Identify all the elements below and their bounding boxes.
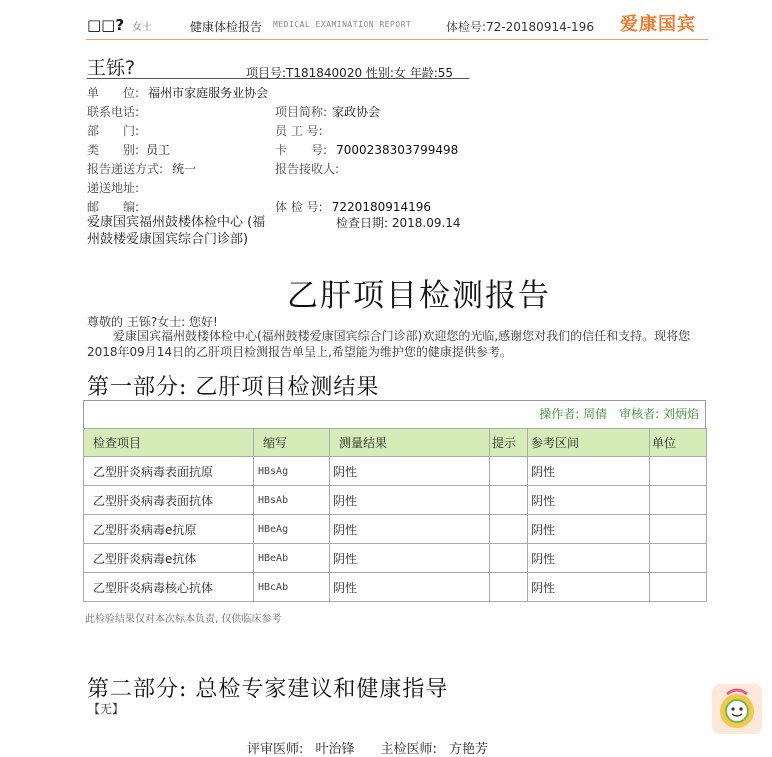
cell-unit: [650, 486, 707, 515]
col-header-ref: 参考区间: [528, 429, 650, 457]
advice-content: 【无】: [88, 702, 125, 716]
project-short-value: 家政协会: [332, 105, 381, 119]
cell-result: 阴性: [330, 486, 490, 515]
table-row: [84, 544, 707, 573]
dept-field: [87, 120, 139, 139]
header-exam-number: 体检号:72-20180914-196: [446, 20, 594, 34]
category-label: 类 别:: [87, 143, 140, 157]
watermark-logo-icon: [712, 684, 762, 734]
cell-unit: [650, 457, 707, 486]
col-header-hint: 提示: [490, 429, 528, 457]
report-title: 乙肝项目检测报告: [287, 278, 551, 314]
cell-hint: [490, 515, 528, 544]
header-gender: 女士: [132, 22, 152, 33]
greeting: 尊敬的 王铄?女士: 您好!: [87, 315, 218, 329]
cell-item: 乙型肝炎病毒表面抗体: [84, 486, 254, 515]
cell-result: 阴性: [330, 515, 490, 544]
cell-abbr: HBeAb: [254, 544, 330, 573]
staff-no-field: [275, 120, 323, 139]
results-footnote: 此检验结果仅对本次标本负责, 仅供临床参考: [85, 614, 282, 625]
card-label: 卡 号:: [275, 143, 328, 157]
project-short-field: [275, 101, 380, 120]
address-field: [87, 177, 139, 196]
col-header-abbr: 缩写: [254, 429, 330, 457]
operators-line: 操作者: 周倩 审核者: 刘炳焰: [539, 407, 699, 421]
project-short-label: 项目简称:: [275, 105, 328, 119]
cell-ref: 阴性: [528, 544, 650, 573]
table-row: [84, 515, 707, 544]
delivery-field: [87, 158, 196, 177]
section2-heading: 第二部分: 总检专家建议和健康指导: [87, 677, 449, 702]
cell-hint: [490, 457, 528, 486]
cell-result: 阴性: [330, 544, 490, 573]
exam-no-label: 体 检 号:: [275, 200, 323, 214]
exam-no-value: 7220180914196: [331, 200, 432, 214]
col-header-result: 测量结果: [330, 429, 490, 457]
cell-abbr: HBeAg: [254, 515, 330, 544]
cell-item: 乙型肝炎病毒e抗原: [84, 515, 254, 544]
cell-hint: [490, 573, 528, 602]
cell-unit: [650, 544, 707, 573]
category-value: 员工: [146, 143, 171, 157]
name-divider: [87, 78, 469, 79]
header-name-glyph: □□?: [87, 16, 125, 34]
cell-abbr: HBsAb: [254, 486, 330, 515]
receiver-label: 报告接收人:: [275, 162, 340, 176]
cell-ref: 阴性: [528, 515, 650, 544]
cell-ref: 阴性: [528, 457, 650, 486]
phone-label: 联系电话:: [87, 105, 140, 119]
cell-result: 阴性: [330, 573, 490, 602]
results-table-box: [83, 400, 706, 602]
cell-item: 乙型肝炎病毒表面抗原: [84, 457, 254, 486]
patient-name: 王铄?: [87, 57, 136, 79]
cell-unit: [650, 573, 707, 602]
table-row: [84, 486, 707, 515]
receiver-field: [275, 158, 339, 177]
project-info-line: 项目号:T181840020 性别:女 年龄:55: [246, 66, 454, 80]
header-title: 健康体检报告: [190, 20, 263, 34]
cell-unit: [650, 515, 707, 544]
delivery-value: 统一: [172, 162, 197, 176]
dept-label: 部 门:: [87, 124, 140, 138]
exam-no-field: [275, 196, 431, 215]
cell-hint: [490, 486, 528, 515]
col-header-unit: 单位: [650, 429, 707, 457]
cell-ref: 阴性: [528, 486, 650, 515]
address-label: 递送地址:: [87, 181, 140, 195]
col-header-item: 检查项目: [84, 429, 254, 457]
table-row: [84, 573, 707, 602]
brand-logo-text: 爱康国宾: [620, 14, 696, 35]
cell-abbr: HBcAb: [254, 573, 330, 602]
delivery-label: 报告递送方式:: [87, 162, 164, 176]
phone-field: [87, 101, 139, 120]
cell-result: 阴性: [330, 457, 490, 486]
table-header-row: [84, 429, 707, 457]
exam-center-name: 爱康国宾福州鼓楼体检中心 (福州鼓楼爱康国宾综合门诊部): [87, 215, 266, 247]
check-date: 检查日期: 2018.09.14: [336, 216, 461, 230]
postal-field: [87, 196, 139, 215]
unit-label: 单 位:: [87, 86, 140, 100]
header-divider: [86, 39, 708, 40]
results-table: [83, 428, 707, 602]
card-value: 7000238303799498: [336, 143, 459, 157]
signature-line: 评审医师: 叶治锋 主检医师: 方艳芳: [247, 742, 489, 757]
postal-label: 邮 编:: [87, 200, 140, 214]
card-field: [275, 139, 458, 158]
staff-no-label: 员 工 号:: [275, 124, 323, 138]
cell-item: 乙型肝炎病毒e抗体: [84, 544, 254, 573]
cell-item: 乙型肝炎病毒核心抗体: [84, 573, 254, 602]
intro-paragraph: 爱康国宾福州鼓楼体检中心(福州鼓楼爱康国宾综合门诊部)欢迎您的光临,感谢您对我们的信任和支持。现将您2018年09月14日的乙肝项目检测报告单呈上,希望能为维护您的健康提供参考。: [87, 329, 691, 359]
table-row: [84, 457, 707, 486]
cell-ref: 阴性: [528, 573, 650, 602]
section1-heading: 第一部分: 乙肝项目检测结果: [87, 375, 380, 400]
header-title-en: MEDICAL EXAMINATION REPORT: [273, 20, 412, 29]
unit-field: [87, 82, 268, 101]
unit-value: 福州市家庭服务业协会: [148, 86, 269, 100]
category-field: [87, 139, 170, 158]
cell-hint: [490, 544, 528, 573]
cell-abbr: HBsAg: [254, 457, 330, 486]
